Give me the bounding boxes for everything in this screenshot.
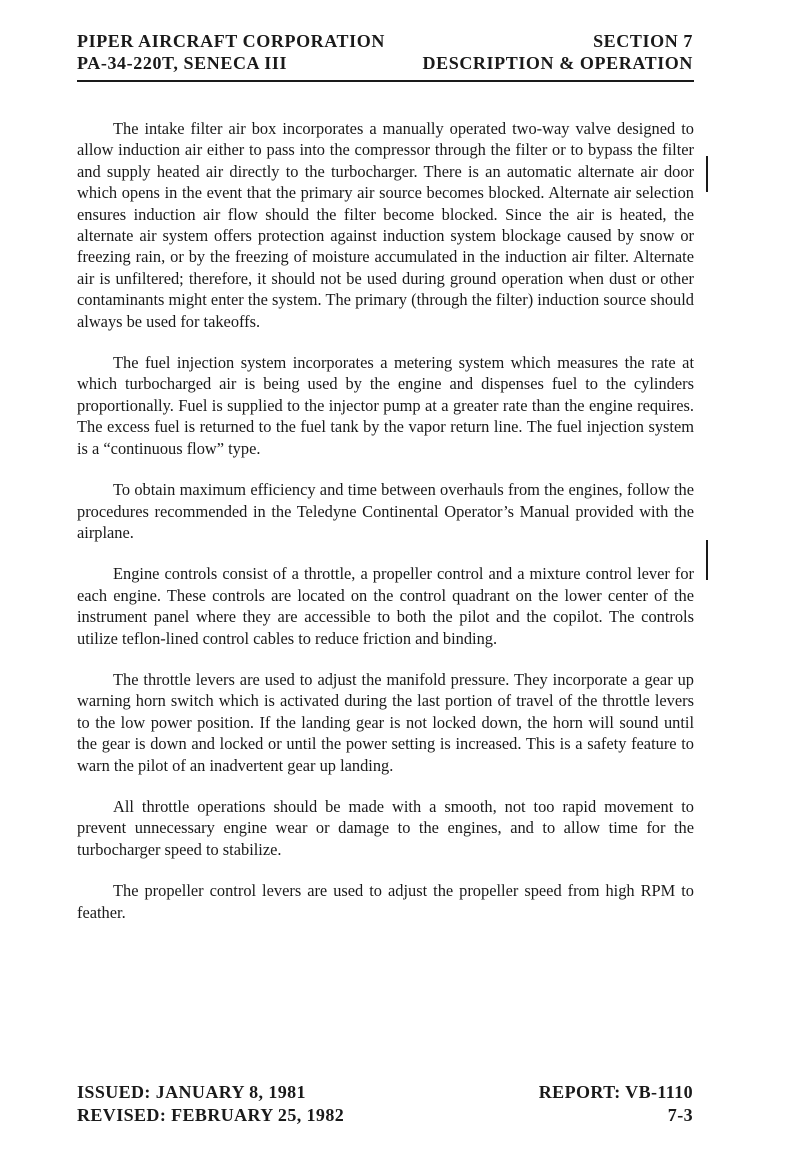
header-right (423, 30, 694, 74)
section-number: SECTION 7 (593, 31, 693, 51)
paragraph-fuel-injection: The fuel injection system incorporates a metering system which measures the rate at which turbocharged air is being used by the engine and dispenses fuel to the cylinders proportionally. Fuel is supplied to the injector pump at a greater rate than the engine requires. The excess fuel is returned to the fuel tank by the vapor return line. The fuel injection system is a “continuous flow” type. (77, 353, 694, 458)
paragraph-propeller-control: The propeller control levers are used to adjust the propeller speed from high RPM to feather. (77, 881, 694, 922)
paragraph-engine-controls: Engine controls consist of a throttle, a propeller control and a mixture control lever for each engine. These controls are located on the control quadrant on the lower center of the instrument panel where they are accessible to both the pilot and the copilot. The controls utilize teflon-lined control cables to reduce friction and binding. (77, 564, 694, 648)
company-name: PIPER AIRCRAFT CORPORATION (77, 31, 385, 51)
paragraph-throttle-operations: All throttle operations should be made with a smooth, not too rapid movement to prevent unnecessary engine wear or damage to the engines, and to allow time for the turbocharger speed to stabilize. (77, 796, 694, 859)
body-text (77, 118, 694, 943)
revision-bar (706, 156, 708, 192)
footer-right (539, 1081, 693, 1127)
issued-date: ISSUED: JANUARY 8, 1981 (77, 1082, 306, 1102)
paragraph-efficiency: To obtain maximum efficiency and time between overhauls from the engines, follow the procedures recommended in the Teledyne Continental Operator’s Manual provided with the airplane. (77, 480, 694, 542)
aircraft-model: PA-34-220T, SENECA III (77, 53, 288, 73)
page-number: 7-3 (667, 1105, 693, 1125)
report-number: REPORT: VB-1110 (538, 1082, 693, 1102)
header-left (77, 30, 385, 74)
paragraph-intake-filter: The intake filter air box incorporates a manually operated two-way valve designed to allow induction air either to pass into the compressor through the filter or to bypass the filter and supply heated air directly to the turbocharger. There is an automatic alternate air door which opens in the event that the primary air source becomes blocked. Alternate air selection ensures induction air flow should the filter become blocked. Since the air is heated, the alternate air system offers protection against induction system blockage caused by snow or freezing rain, or by the freezing of moisture accumulated in the induction air filter. Alternate air is unfiltered; therefore, it should not be used during ground operation when dust or other contaminants might enter the system. The primary (through the filter) induction source should always be used for takeoffs. (77, 119, 694, 331)
header-divider (77, 80, 694, 82)
footer-left (77, 1081, 344, 1127)
section-title: DESCRIPTION & OPERATION (422, 53, 693, 73)
revision-bar (706, 540, 708, 580)
paragraph-throttle-levers: The throttle levers are used to adjust the manifold pressure. They incorporate a gear up warning horn switch which is activated during the last portion of travel of the throttle levers to the low power position. If the landing gear is not locked down, the horn will sound until the gear is down and locked or until the power setting is increased. This is a safety feature to warn the pilot of an inadvertent gear up landing. (77, 669, 694, 775)
revised-date: REVISED: FEBRUARY 25, 1982 (77, 1105, 345, 1125)
